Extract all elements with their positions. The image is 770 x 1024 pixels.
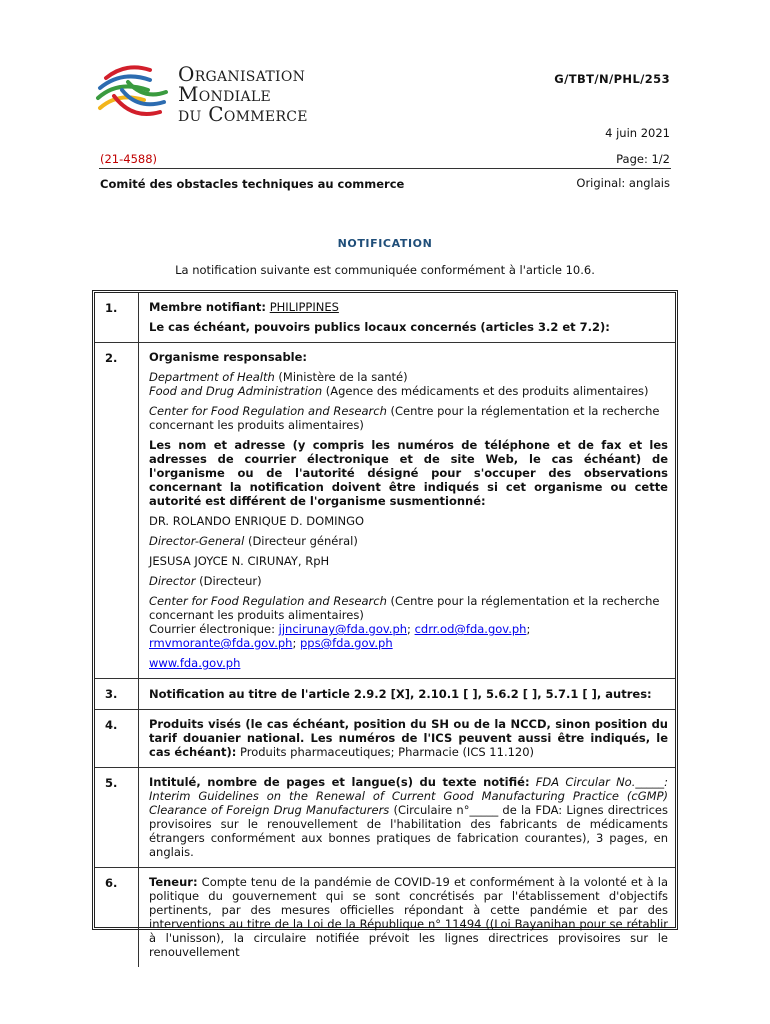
field-label: Produits visés (le cas échéant, position du SH ou de la NCCD, sinon position du tarif douanier national. Les numéros de l'ICS peuvent aussi être indiqués, le cas échéant): [149, 717, 668, 759]
table-row [95, 868, 675, 967]
field-label: Intitulé, nombre de pages et langue(s) du texte notifié: [149, 775, 530, 789]
row-content [138, 679, 675, 709]
table-row [95, 343, 675, 679]
wto-logo-icon [92, 60, 172, 130]
email-label: Courrier électronique: [149, 622, 279, 636]
table-row [95, 768, 675, 868]
agency-name: Center for Food Regulation and Research [149, 594, 387, 608]
row-content [138, 343, 675, 678]
row-number: 4. [105, 718, 118, 732]
original-language: Original: anglais [576, 176, 670, 190]
notification-heading: NOTIFICATION [337, 237, 433, 250]
row-number: 3. [105, 687, 118, 701]
website-link[interactable]: www.fda.gov.ph [149, 656, 241, 670]
agency-translation: (Centre pour la réglementation et la recherche concernant les produits alimentaires) [149, 594, 660, 622]
row-number: 5. [105, 776, 118, 790]
contact-title-translation: (Directeur général) [244, 534, 358, 548]
contact-title: Director-General [149, 534, 245, 548]
document-details: (Circulaire n°_____ de la FDA: Lignes directrices provisoires sur le renouvellement de l'habilitation des fabricants de médicaments étrangers conformément aux bonnes pratiques de fabrication courantes), 3 pages, en anglais. [149, 803, 668, 859]
row-content [138, 868, 675, 967]
org-name-line-2: Mondiale [178, 82, 271, 106]
row-number: 6. [105, 876, 118, 890]
document-number: (21-4588) [100, 152, 158, 166]
document-title: FDA Circular No._____: Interim Guidelines on the Renewal of Current Good Manufacturing Practice (cGMP) Clearance of Foreign Drug Manufacturers [149, 775, 668, 817]
field-label: Teneur: [149, 875, 198, 889]
wto-logo-wordmark [178, 64, 308, 124]
row-number: 1. [105, 301, 118, 315]
agency-translation: (Ministère de la santé) [274, 370, 408, 384]
wto-logo [92, 60, 337, 130]
separator: ; [526, 622, 531, 636]
document-date: 4 juin 2021 [605, 126, 670, 140]
document-symbol: G/TBT/N/PHL/253 [554, 72, 670, 86]
agency-name: Center for Food Regulation and Research [149, 404, 387, 418]
org-name-line-3: du Commerce [178, 102, 308, 126]
agency-translation: (Centre pour la réglementation et la recherche concernant les produits alimentaires) [149, 404, 660, 432]
table-row [95, 679, 675, 710]
table-row [95, 293, 675, 343]
row-content [138, 768, 675, 867]
agency-name: Food and Drug Administration [149, 384, 323, 398]
contact-title: Director [149, 574, 196, 588]
email-link[interactable]: pps@fda.gov.ph [300, 636, 393, 650]
row-number: 2. [105, 351, 118, 365]
email-link[interactable]: rmvmorante@fda.gov.ph [149, 636, 293, 650]
notification-article: Notification au titre de l'article 2.9.2 [X], 2.10.1 [ ], 5.6.2 [ ], 5.7.1 [ ], autres: [149, 687, 652, 701]
agency-translation: (Agence des médicaments et des produits alimentaires) [322, 384, 649, 398]
page-indicator: Page: 1/2 [616, 152, 670, 166]
separator: ; [407, 622, 415, 636]
notification-table [92, 290, 678, 959]
row-content [138, 710, 675, 767]
separator: ; [292, 636, 300, 650]
committee-name: Comité des obstacles techniques au commerce [100, 177, 405, 191]
field-label: Organisme responsable: [149, 350, 308, 364]
contact-person: JESUSA JOYCE N. CIRUNAY, RpH [149, 554, 330, 568]
notifying-member: PHILIPPINES [269, 300, 339, 314]
local-government-label: Le cas échéant, pouvoirs publics locaux concernés (articles 3.2 et 7.2): [149, 320, 610, 334]
contact-person: DR. ROLANDO ENRIQUE D. DOMINGO [149, 514, 365, 528]
contact-label: Les nom et adresse (y compris les numéros de téléphone et de fax et les adresses de courrier électronique et de site Web, le cas échéant) de l'organisme ou de l'autorité désigné pour s'occuper des observations concernant la notification doivent être indiqués si cet organisme ou cette autorité est différent de l'organisme susmentionné: [149, 438, 668, 508]
contact-title-translation: (Directeur) [195, 574, 262, 588]
row-content [138, 293, 675, 342]
products-covered: Produits pharmaceutiques; Pharmacie (ICS 11.120) [236, 745, 535, 759]
email-link[interactable]: jjncirunay@fda.gov.ph [278, 622, 408, 636]
header-divider [99, 168, 671, 169]
notification-intro: La notification suivante est communiquée conformément à l'article 10.6. [175, 263, 595, 277]
org-name-line-1: Organisation [178, 62, 306, 86]
table-row [95, 710, 675, 768]
field-label: Membre notifiant: [149, 300, 267, 314]
agency-name: Department of Health [149, 370, 275, 384]
email-link[interactable]: cdrr.od@fda.gov.ph [414, 622, 527, 636]
content-description: Compte tenu de la pandémie de COVID-19 et conformément à la volonté et à la politique du gouvernement qui se sont concrétisés par l'établissement d'objectifs pertinents, par des mesures officielles répondant à cette pandémie et par des interventions au titre de la Loi de la République n° 11494 ((Loi Bayanihan pour se rétablir à l'unisson), la circulaire notifiée prévoit les lignes directrices provisoires sur le renouvellement [149, 875, 668, 959]
